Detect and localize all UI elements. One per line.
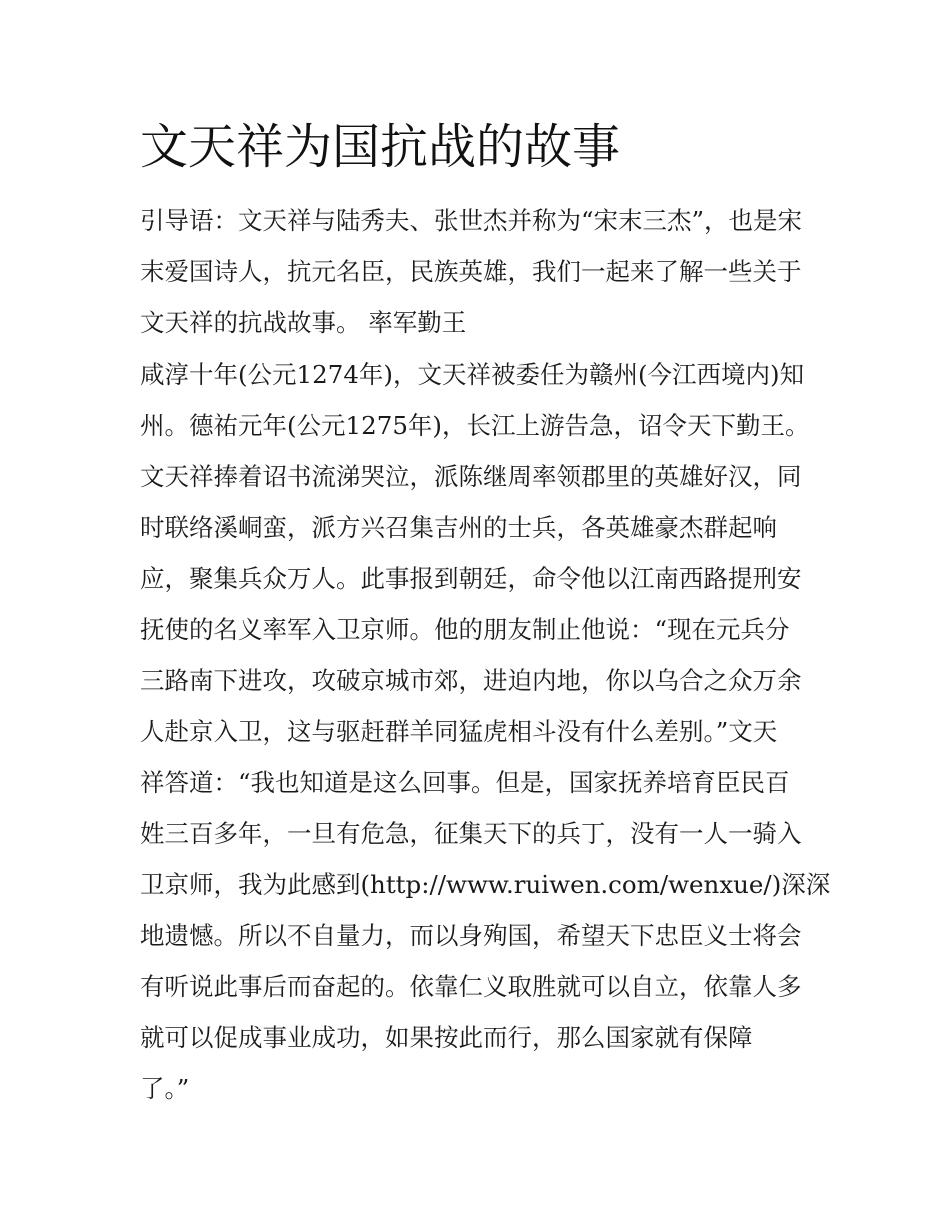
text-line: 三路南下进攻，攻破京城市郊，进迫内地，你以乌合之众万余 — [140, 666, 802, 695]
text-line: 州。德祐元年(公元1275年)，长江上游告急，诏令天下勤王。 — [140, 411, 810, 440]
text-line: 时联络溪峒蛮，派方兴召集吉州的士兵，各英雄豪杰群起响 — [140, 513, 777, 542]
document-title: 文天祥为国抗战的故事 — [140, 119, 621, 175]
body-paragraph — [140, 349, 830, 1114]
text-line: 了。” — [140, 1074, 190, 1103]
text-line: 文天祥捧着诏书流涕哭泣，派陈继周率领郡里的英雄好汉，同 — [140, 462, 802, 491]
text-line: 咸淳十年(公元1274年)，文天祥被委任为赣州(今江西境内)知 — [140, 360, 805, 389]
text-line: 人赴京入卫，这与驱赶群羊同猛虎相斗没有什么差别。”文天 — [140, 717, 778, 746]
intro-paragraph — [140, 195, 830, 348]
text-line: 姓三百多年，一旦有危急，征集天下的兵丁，没有一人一骑入 — [140, 819, 802, 848]
text-line: 有听说此事后而奋起的。依靠仁义取胜就可以自立，依靠人多 — [140, 972, 802, 1001]
text-line: 卫京师，我为此感到(http://www.ruiwen.com/wenxue/)深深 — [140, 870, 831, 899]
text-line: 末爱国诗人，抗元名臣，民族英雄，我们一起来了解一些关于 — [140, 257, 802, 286]
text-line: 地遗憾。所以不自量力，而以身殉国，希望天下忠臣义士将会 — [140, 921, 802, 950]
text-line: 就可以促成事业成功，如果按此而行，那么国家就有保障 — [140, 1023, 753, 1052]
text-line: 抚使的名义率军入卫京师。他的朋友制止他说：“现在元兵分 — [140, 615, 790, 644]
text-line: 引导语：文天祥与陆秀夫、张世杰并称为“宋末三杰”，也是宋 — [140, 206, 803, 235]
text-line: 文天祥的抗战故事。 率军勤王 — [140, 308, 467, 337]
text-line: 应，聚集兵众万人。此事报到朝廷，命令他以江南西路提刑安 — [140, 564, 802, 593]
text-line: 祥答道：“我也知道是这么回事。但是，国家抚养培育臣民百 — [140, 768, 790, 797]
